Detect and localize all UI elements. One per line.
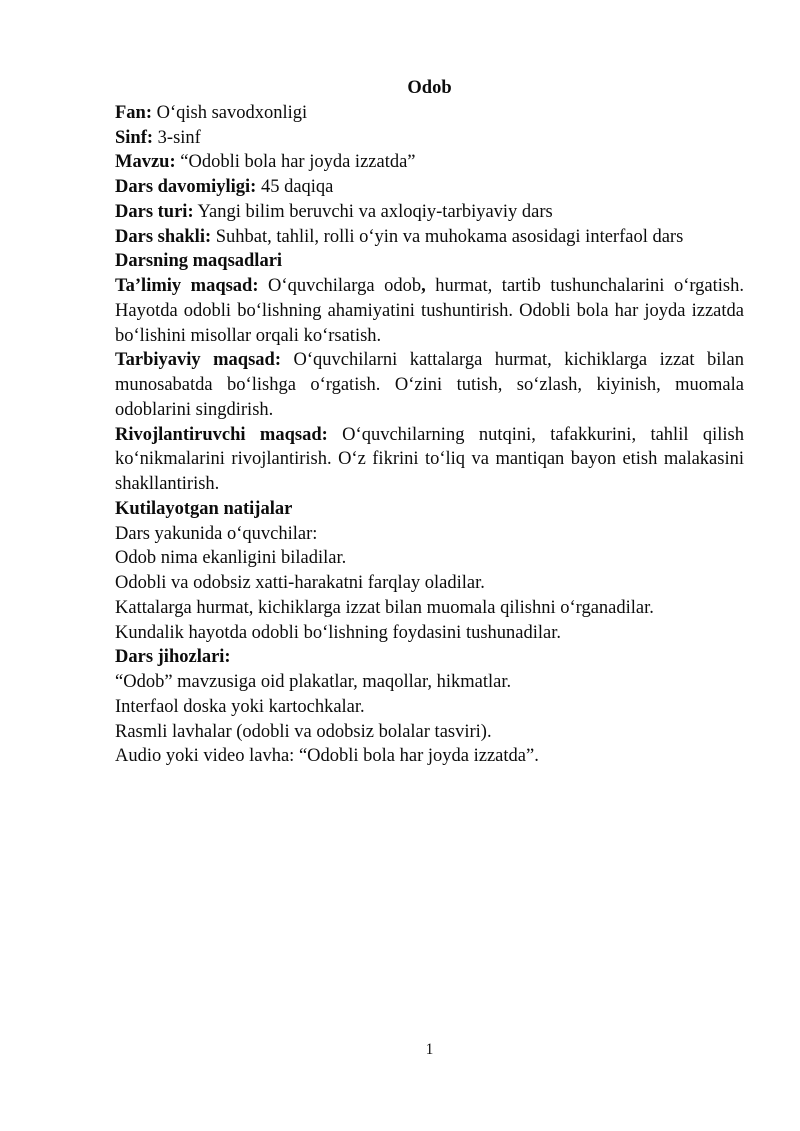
- section-heading-results: Kutilayotgan natijalar: [115, 498, 293, 519]
- field-label-davomiyligi: Dars davomiyligi:: [115, 177, 257, 197]
- field-value-davomiyligi: 45 daqiqa: [256, 177, 334, 197]
- result-item-2: Odobli va odobsiz xatti-harakatni farqlay oladilar.: [115, 573, 485, 593]
- equipment-item-4: Audio yoki video lavha: “Odobli bola har joyda izzatda”.: [115, 746, 539, 767]
- document-content: [115, 76, 744, 769]
- result-item-4: Kundalik hayotda odobli boʻlishning foydasini tushunadilar.: [115, 622, 562, 643]
- field-value-dars-shakli: Suhbat, tahlil, rolli oʻyin va muhokama asosidagi interfaol dars: [211, 226, 684, 247]
- section-heading-goals: Darsning maqsadlari: [115, 251, 283, 272]
- results-intro: Dars yakunida oʻquvchilar:: [115, 523, 318, 544]
- field-value-sinf: 3-sinf: [153, 127, 201, 148]
- equipment-item-1: “Odob” mavzusiga oid plakatlar, maqollar, hikmatlar.: [115, 672, 512, 692]
- result-item-3: Kattalarga hurmat, kichiklarga izzat bilan muomala qilishni oʻrganadilar.: [115, 597, 654, 618]
- bold-comma: ,: [421, 276, 426, 296]
- paragraph-lead-rivojlantiruvchi: Rivojlantiruvchi maqsad:: [115, 424, 328, 445]
- paragraph-body-talimiy-2: hurmat, tartib tushunchalarini oʻrgatish. Hayotda odobli boʻlishning ahamiyatini tushuntirish. Odobli bola har joyda izzatda boʻlishini misollar orqali koʻrsatish.: [115, 276, 744, 346]
- field-value-mavzu: “Odobli bola har joyda izzatda”: [175, 152, 416, 173]
- field-label-dars-turi: Dars turi:: [115, 201, 194, 222]
- meta-line-dars-turi: [115, 200, 744, 225]
- field-label-mavzu: Mavzu:: [115, 152, 176, 173]
- result-item-1: Odob nima ekanligini biladilar.: [115, 548, 347, 569]
- field-label-sinf: Sinf:: [115, 127, 154, 148]
- paragraph-body-talimiy-1: Oʻquvchilarga odob: [258, 276, 422, 296]
- meta-line-davomiyligi: [115, 175, 744, 200]
- page-number: 1: [425, 1041, 434, 1058]
- field-label-fan: Fan:: [115, 102, 152, 123]
- meta-line-sinf: [115, 126, 744, 151]
- field-value-dars-turi: Yangi bilim beruvchi va axloqiy-tarbiyaviy dars: [193, 201, 553, 222]
- equipment-item-3: Rasmli lavhalar (odobli va odobsiz bolalar tasviri).: [115, 721, 492, 742]
- paragraph-tarbiyaviy-maqsad: [115, 348, 744, 422]
- paragraph-body-tarbiyaviy: Oʻquvchilarni kattalarga hurmat, kichiklarga izzat bilan munosabatda boʻlishga oʻrgatish. Oʻzini tutish, soʻzlash, kiyinish, muomala odoblarini singdirish.: [115, 350, 744, 420]
- equipment-item-2: Interfaol doska yoki kartochkalar.: [115, 696, 365, 717]
- document-title: Odob: [407, 78, 452, 98]
- paragraph-talimiy-maqsad: [115, 274, 744, 348]
- paragraph-lead-talimiy: Ta’limiy maqsad:: [115, 276, 259, 296]
- meta-line-dars-shakli: [115, 225, 744, 250]
- paragraph-rivojlantiruvchi-maqsad: [115, 423, 744, 497]
- meta-line-mavzu: [115, 150, 744, 175]
- field-label-dars-shakli: Dars shakli:: [115, 226, 212, 247]
- meta-line-fan: [115, 101, 744, 126]
- paragraph-body-rivojlantiruvchi: Oʻquvchilarning nutqini, tafakkurini, tahlil qilish koʻnikmalarini rivojlantirish. Oʻz fikrini toʻliq va mantiqan bayon etish malakasini shakllantirish.: [115, 424, 744, 494]
- field-value-fan: Oʻqish savodxonligi: [152, 102, 308, 123]
- paragraph-lead-tarbiyaviy: Tarbiyaviy maqsad:: [115, 350, 281, 371]
- section-heading-equipment: Dars jihozlari:: [115, 647, 231, 668]
